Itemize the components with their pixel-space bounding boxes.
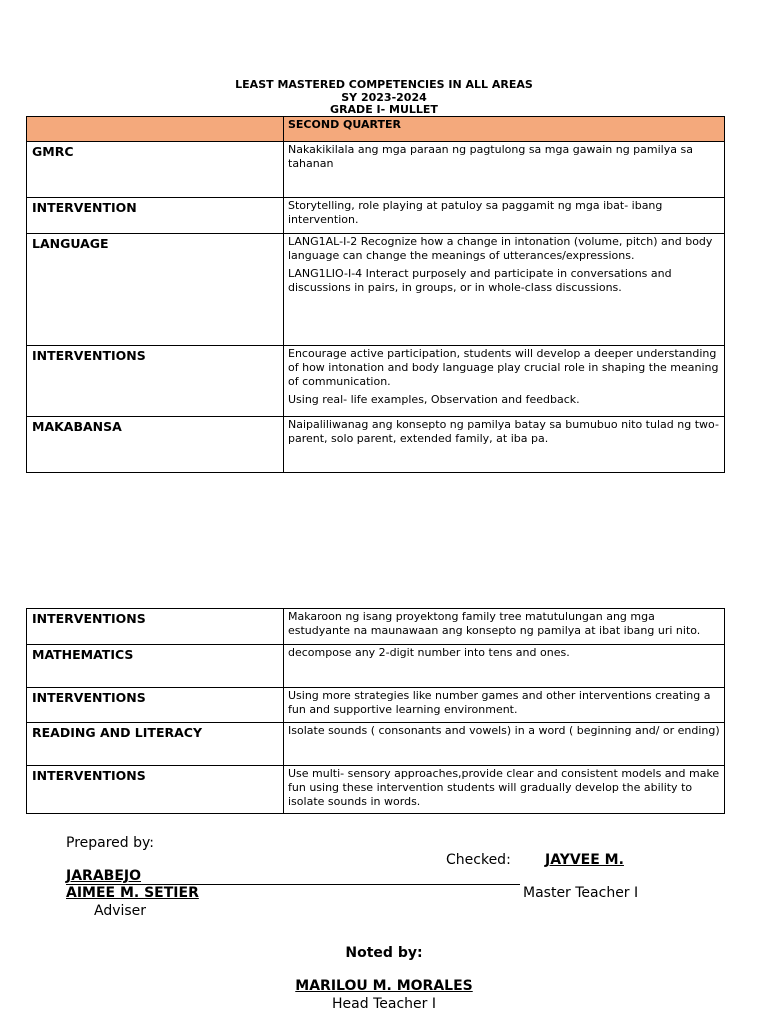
intervention-text: Encourage active participation, students will develop a deeper understanding of how intonation and body language play crucial role in shaping the meaning of communication. xyxy=(288,347,719,388)
area-cell: INTERVENTIONS xyxy=(27,346,284,417)
table-row xyxy=(27,609,725,645)
school-year: SY 2023-2024 xyxy=(341,91,427,104)
noter-title: Head Teacher I xyxy=(332,996,436,1012)
table-row xyxy=(27,723,725,766)
competency-table-1 xyxy=(26,116,725,473)
checker-title: Master Teacher I xyxy=(523,885,639,901)
competency-text: LANG1LIO-I-4 Interact purposely and participate in conversations and discussions in pairs, in groups, or in whole-class discussions. xyxy=(288,267,672,294)
area-cell: INTERVENTION xyxy=(27,198,284,234)
table-row xyxy=(27,234,725,346)
document-title: LEAST MASTERED COMPETENCIES IN ALL AREAS xyxy=(235,78,533,91)
prepared-by-label: Prepared by: xyxy=(66,835,154,851)
intervention-text: Using real- life examples, Observation and feedback. xyxy=(288,393,580,406)
area-cell: READING AND LITERACY xyxy=(27,723,284,766)
competency-cell xyxy=(284,142,725,198)
preparer-title: Adviser xyxy=(94,903,147,919)
intervention-text: Storytelling, role playing at patuloy sa paggamit ng mga ibat- ibang intervention. xyxy=(288,199,663,226)
intervention-cell xyxy=(284,688,725,723)
intervention-text: Using more strategies like number games and other interventions creating a fun and supportive learning environment. xyxy=(288,689,711,716)
header-blank-cell xyxy=(27,117,284,142)
noter-name: MARILOU M. MORALES xyxy=(295,978,473,994)
competency-cell xyxy=(284,417,725,473)
competency-cell xyxy=(284,645,725,688)
competency-text: Nakakikilala ang mga paraan ng pagtulong sa mga gawain ng pamilya sa tahanan xyxy=(288,143,693,170)
preparer-name-line2: AIMEE M. SETIER xyxy=(66,885,199,901)
intervention-text: Use multi- sensory approaches,provide clear and consistent models and make fun using these intervention students will gradually develop the ability to isolate sounds in words. xyxy=(288,767,720,808)
area-cell: GMRC xyxy=(27,142,284,198)
table-row xyxy=(27,142,725,198)
area-cell: INTERVENTIONS xyxy=(27,609,284,645)
area-cell: INTERVENTIONS xyxy=(27,688,284,723)
competency-cell xyxy=(284,234,725,346)
table-header-row xyxy=(27,117,725,142)
table-row xyxy=(27,645,725,688)
table-row xyxy=(27,688,725,723)
table-row xyxy=(27,346,725,417)
checked-label: Checked: xyxy=(446,852,511,868)
area-cell: LANGUAGE xyxy=(27,234,284,346)
intervention-cell xyxy=(284,766,725,814)
competency-table-2 xyxy=(26,608,725,814)
noted-by-label: Noted by: xyxy=(345,945,423,961)
area-cell: MAKABANSA xyxy=(27,417,284,473)
intervention-text: Makaroon ng isang proyektong family tree matutulungan ang mga estudyante na maunawaan ang konsepto ng pamilya at ibat ibang uri nito. xyxy=(288,610,701,637)
checker-name: JAYVEE M. xyxy=(545,852,624,868)
grade-section: GRADE I- MULLET xyxy=(330,103,438,116)
competency-text: Isolate sounds ( consonants and vowels) in a word ( beginning and/ or ending) xyxy=(288,724,720,737)
area-cell: MATHEMATICS xyxy=(27,645,284,688)
competency-text: LANG1AL-I-2 Recognize how a change in intonation (volume, pitch) and body language can change the meanings of utterances/expressions. xyxy=(288,235,713,262)
table-row xyxy=(27,198,725,234)
table-row xyxy=(27,766,725,814)
table-row xyxy=(27,417,725,473)
competency-text: decompose any 2-digit number into tens and ones. xyxy=(288,646,570,659)
competency-text: Naipaliliwanag ang konsepto ng pamilya batay sa bumubuo nito tulad ng two-parent, solo parent, extended family, at iba pa. xyxy=(288,418,719,445)
intervention-cell xyxy=(284,346,725,417)
preparer-name-line1: JARABEJO xyxy=(66,868,142,884)
intervention-cell xyxy=(284,609,725,645)
area-cell: INTERVENTIONS xyxy=(27,766,284,814)
competency-cell xyxy=(284,723,725,766)
quarter-label: SECOND QUARTER xyxy=(284,117,725,142)
intervention-cell xyxy=(284,198,725,234)
